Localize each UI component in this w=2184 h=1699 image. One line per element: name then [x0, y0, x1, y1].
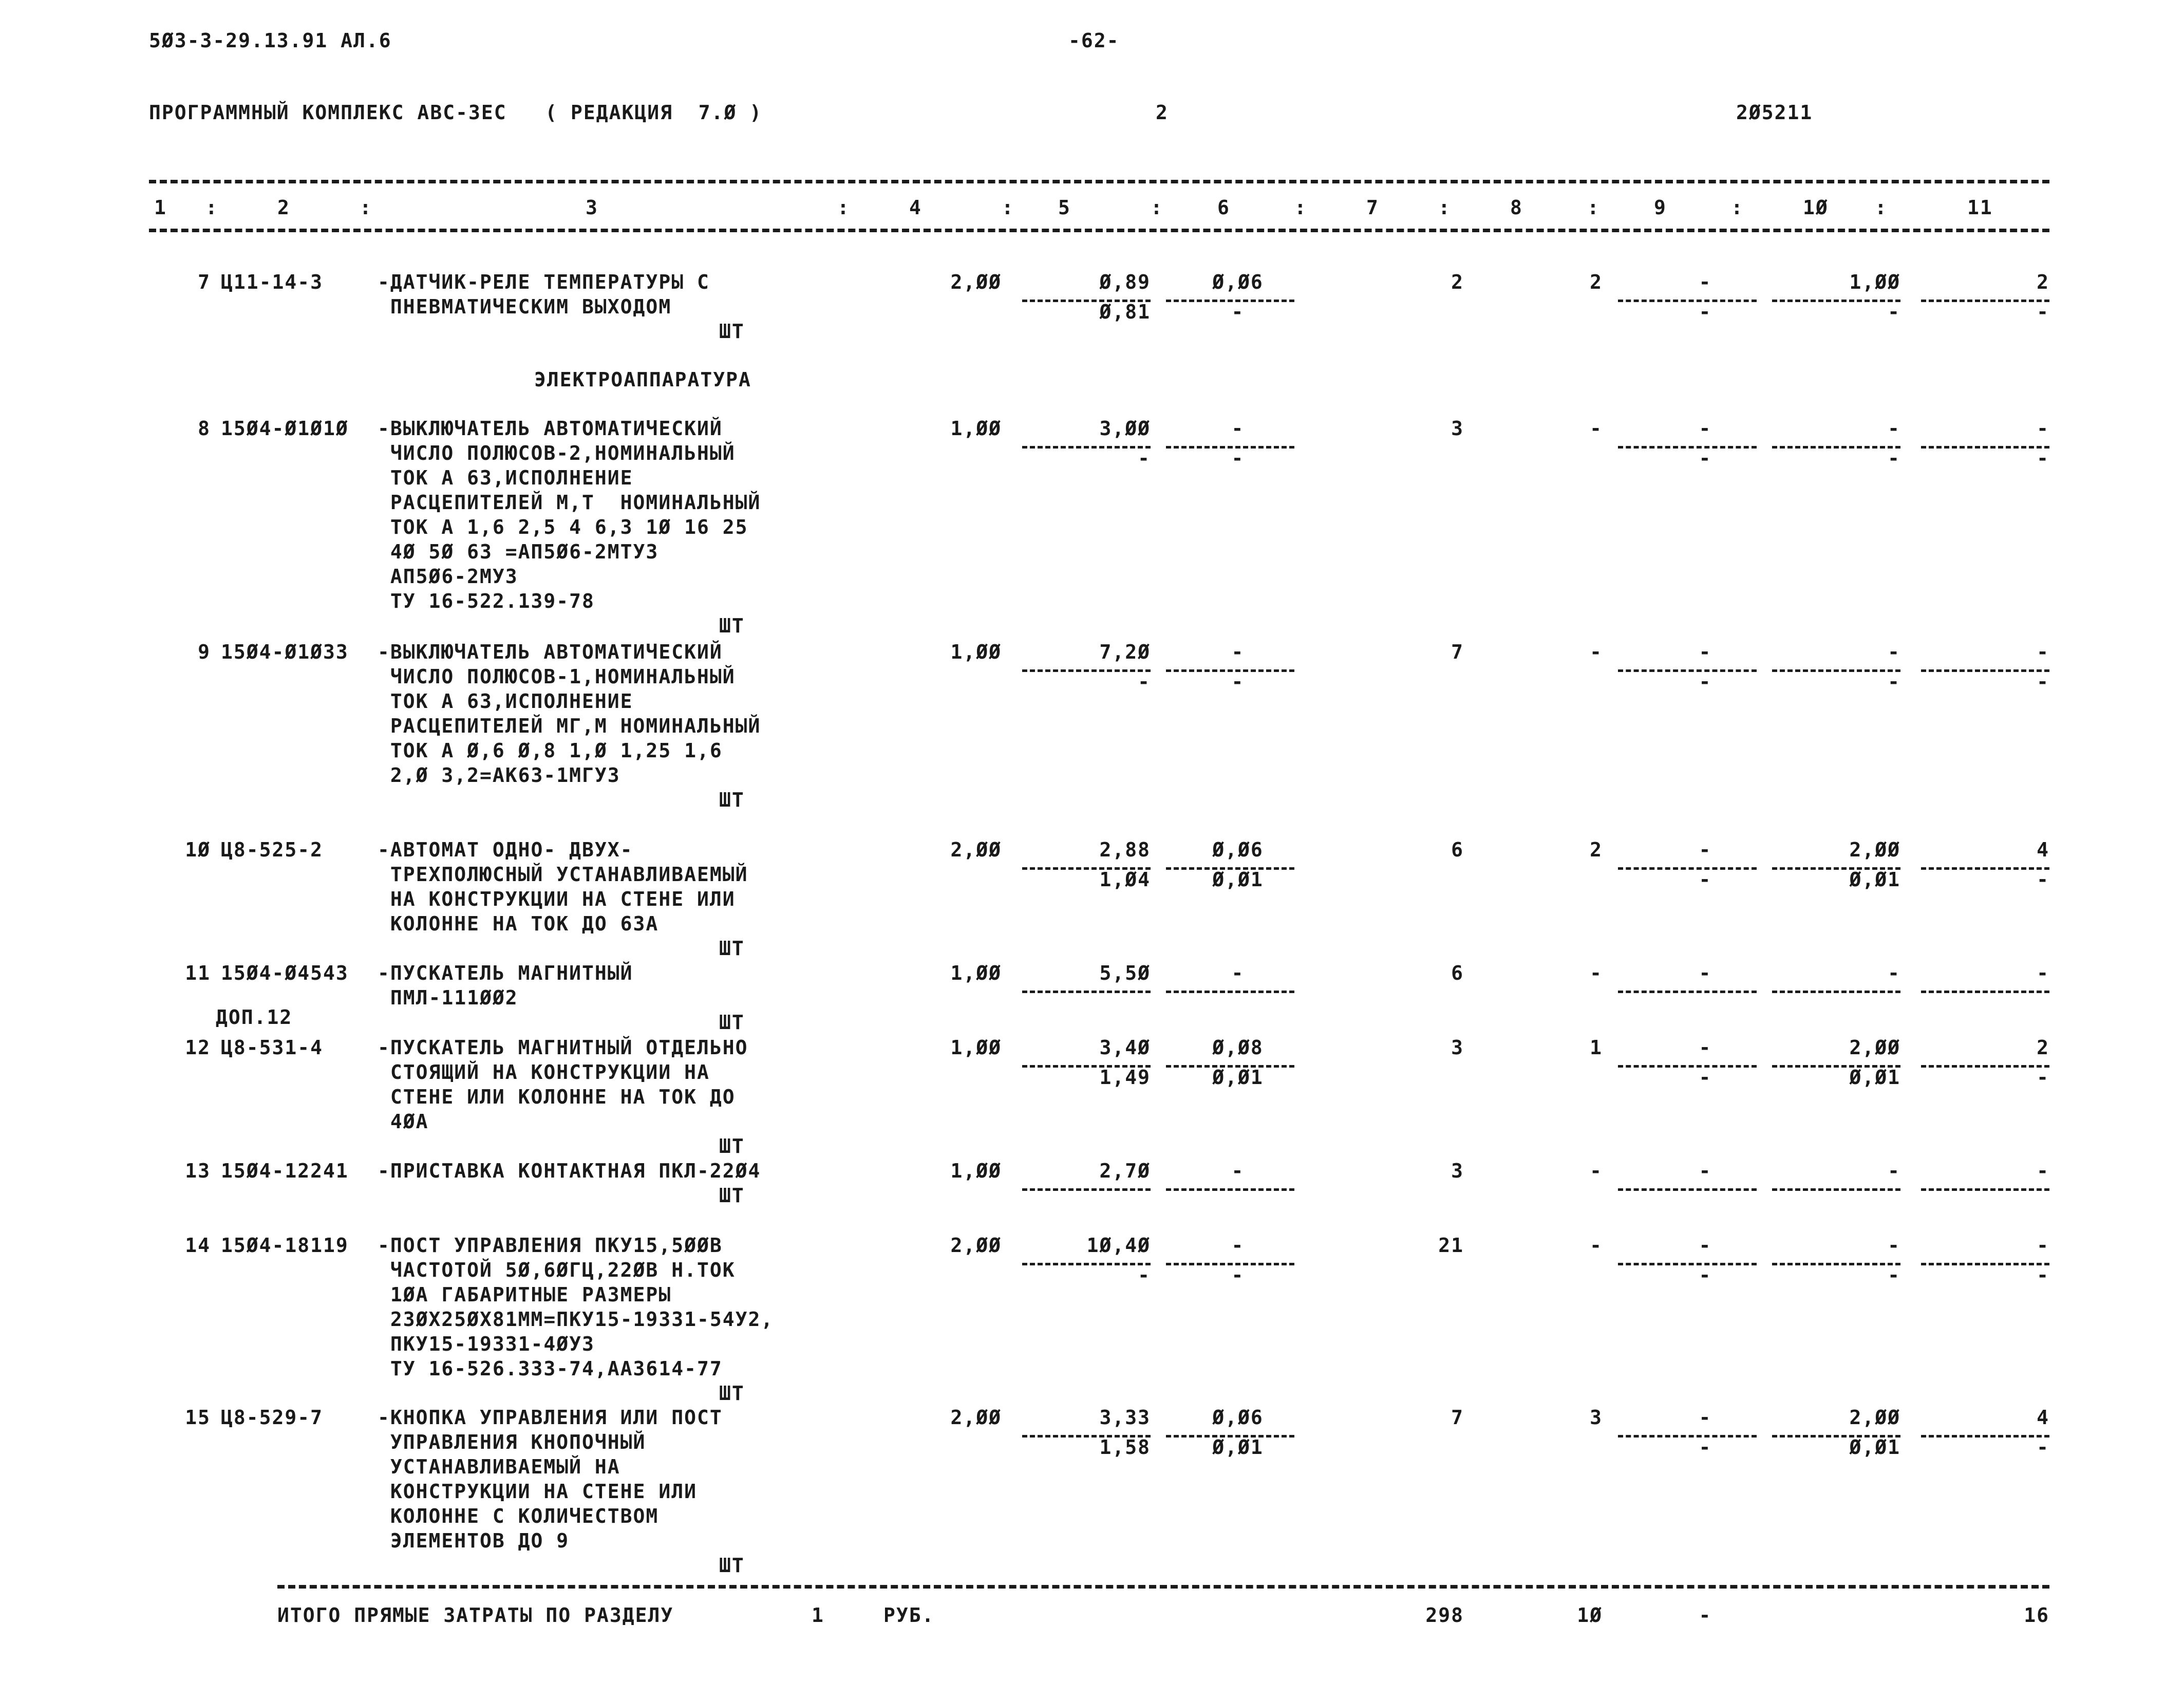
row-col10: - [1888, 1234, 1900, 1257]
row-description: -КНОПКА УПРАВЛЕНИЯ ИЛИ ПОСТ УПРАВЛЕНИЯ КНОПОЧНЫЙ УСТАНАВЛИВАЕМЫЙ НА КОНСТРУКЦИИ НА СТЕНЕ ИЛИ КОЛОННЕ С КОЛИЧЕСТВОМ ЭЛЕМЕНТОВ ДО 9 [378, 1406, 723, 1552]
column-header-cell: : [1151, 196, 1163, 219]
row-col8: - [1590, 1160, 1603, 1182]
row-unit: ШТ [719, 1382, 745, 1405]
row-col5-secondary: 1,58 [1099, 1436, 1151, 1459]
row-col9: - [1699, 271, 1712, 293]
row-col10: - [1888, 417, 1900, 440]
row-col9: - [1699, 417, 1712, 440]
row-col4: 2,ØØ [950, 1234, 1002, 1257]
column-header-cell: : [1875, 196, 1888, 219]
row-col11-secondary: - [2037, 1066, 2049, 1089]
column-header-cell: : [837, 196, 850, 219]
row-col5: 5,5Ø [1099, 962, 1151, 984]
row-col11-secondary: - [2037, 301, 2049, 323]
total-section: 1 [812, 1604, 824, 1627]
row-col5-secondary: 1,Ø4 [1099, 868, 1151, 891]
row-col10: 2,ØØ [1849, 838, 1900, 861]
row-col6: Ø,Ø8 [1212, 1036, 1264, 1059]
value-separator [1921, 1188, 2049, 1191]
row-col10: 1,ØØ [1849, 271, 1900, 293]
row-col6-secondary: Ø,Ø1 [1212, 868, 1264, 891]
row-col5-secondary: Ø,81 [1099, 301, 1151, 323]
total-rule [277, 1585, 2049, 1589]
value-separator [1618, 1188, 1757, 1191]
row-unit: ШТ [719, 1135, 745, 1157]
value-separator [1166, 991, 1294, 993]
row-number: 1Ø [185, 838, 211, 861]
row-number: 15 [185, 1406, 211, 1429]
row-code: Ц11-14-3 [221, 271, 324, 293]
row-col5: 3,33 [1099, 1406, 1151, 1429]
row-col6-secondary: - [1231, 447, 1245, 470]
row-number: 12 [185, 1036, 211, 1059]
row-col11: - [2037, 641, 2049, 663]
total-label: ИТОГО ПРЯМЫЕ ЗАТРАТЫ ПО РАЗДЕЛУ [277, 1604, 674, 1627]
page-number: -62- [1068, 29, 1120, 52]
row-col5: 2,7Ø [1099, 1160, 1151, 1182]
row-col5-secondary: - [1138, 1264, 1151, 1286]
row-col9: - [1699, 1234, 1712, 1257]
row-col7: 3 [1451, 417, 1464, 440]
row-col10: 2,ØØ [1849, 1036, 1900, 1059]
row-col9: - [1699, 962, 1712, 984]
row-code: Ц8-531-4 [221, 1036, 324, 1059]
row-col9-secondary: - [1699, 301, 1712, 323]
row-col9: - [1699, 1036, 1712, 1059]
row-description: -ДАТЧИК-РЕЛЕ ТЕМПЕРАТУРЫ С ПНЕВМАТИЧЕСКИМ ВЫХОДОМ [378, 271, 710, 318]
row-code: 15Ø4-18119 [221, 1234, 349, 1257]
row-col10-secondary: - [1888, 447, 1900, 470]
row-number: 8 [198, 417, 211, 440]
row-col6: - [1231, 962, 1245, 984]
row-col9-secondary: - [1699, 1264, 1712, 1286]
row-col7: 6 [1451, 838, 1464, 861]
column-header-cell: : [1587, 196, 1600, 219]
total-col11: 16 [2024, 1604, 2049, 1627]
row-col6-secondary: - [1231, 1264, 1245, 1286]
total-currency: РУБ. [883, 1604, 935, 1627]
value-separator [1921, 991, 2049, 993]
row-col4: 2,ØØ [950, 1406, 1002, 1429]
row-col5-secondary: - [1138, 447, 1151, 470]
row-col10-secondary: - [1888, 301, 1900, 323]
row-description: -ВЫКЛЮЧАТЕЛЬ АВТОМАТИЧЕСКИЙ ЧИСЛО ПОЛЮСОВ-2,НОМИНАЛЬНЫЙ ТОК А 63,ИСПОЛНЕНИЕ РАСЦЕПИТЕЛЕЙ М,Т НОМИНАЛЬНЫЙ ТОК А 1,6 2,5 4 6,3 1Ø 16 25 4Ø 5Ø 63 =АП5Ø6-2МТУ3 АП5Ø6-2МУ3 ТУ 16-522.139-78 [378, 417, 761, 612]
row-col9-secondary: - [1699, 670, 1712, 693]
value-separator [1618, 991, 1757, 993]
row-code: 15Ø4-Ø1Ø33 [221, 641, 349, 663]
row-unit: ШТ [719, 937, 745, 960]
row-col9: - [1699, 838, 1712, 861]
row-col8: - [1590, 417, 1603, 440]
row-description: -ПОСТ УПРАВЛЕНИЯ ПКУ15,5ØØВ ЧАСТОТОЙ 5Ø,6ØГЦ,22ØВ Н.ТОК 1ØА ГАБАРИТНЫЕ РАЗМЕРЫ 23ØХ25ØХ81ММ=ПКУ15-19331-54У2, ПКУ15-19331-4ØУ3 ТУ 16-526.333-74,АА3614-77 [378, 1234, 774, 1380]
row-col10-secondary: Ø,Ø1 [1849, 1066, 1900, 1089]
row-unit: ШТ [719, 1184, 745, 1207]
row-col8: 2 [1590, 271, 1603, 293]
row-col10: 2,ØØ [1849, 1406, 1900, 1429]
row-code: 15Ø4-Ø4543 [221, 962, 349, 984]
row-col11-secondary: - [2037, 1436, 2049, 1459]
column-header-cell: 5 [1058, 196, 1071, 219]
row-col6: Ø,Ø6 [1212, 271, 1264, 293]
row-description: -ПУСКАТЕЛЬ МАГНИТНЫЙ ОТДЕЛЬНО СТОЯЩИЙ НА КОНСТРУКЦИИ НА СТЕНЕ ИЛИ КОЛОННЕ НА ТОК ДО 4ØА [378, 1036, 748, 1133]
document-code: 5Ø3-3-29.13.91 АЛ.6 [149, 29, 392, 52]
row-col6: - [1231, 1234, 1245, 1257]
row-col4: 1,ØØ [950, 641, 1002, 663]
section-title: ЭЛЕКТРОАППАРАТУРА [534, 368, 751, 391]
row-unit: ШТ [719, 1011, 745, 1034]
row-col7: 21 [1438, 1234, 1464, 1257]
row-col10-secondary: - [1888, 670, 1900, 693]
row-col6-secondary: - [1231, 670, 1245, 693]
header-top-rule [149, 180, 2049, 183]
row-col11-secondary: - [2037, 670, 2049, 693]
row-col4: 1,ØØ [950, 1160, 1002, 1182]
row-code: 15Ø4-Ø1Ø1Ø [221, 417, 349, 440]
row-col7: 7 [1451, 641, 1464, 663]
row-col10: - [1888, 962, 1900, 984]
row-col7: 6 [1451, 962, 1464, 984]
row-col11: 4 [2037, 1406, 2049, 1429]
row-col11: 2 [2037, 271, 2049, 293]
row-col8: 1 [1590, 1036, 1603, 1059]
column-header-cell: : [1002, 196, 1014, 219]
value-separator [1772, 1188, 1900, 1191]
column-header-cell: 6 [1217, 196, 1230, 219]
column-header-cell: : [1438, 196, 1451, 219]
row-col6: Ø,Ø6 [1212, 838, 1264, 861]
row-col10: - [1888, 1160, 1900, 1182]
column-header-cell: 7 [1366, 196, 1379, 219]
row-col9: - [1699, 1406, 1712, 1429]
row-col7: 2 [1451, 271, 1464, 293]
row-col10-secondary: - [1888, 1264, 1900, 1286]
row-number: 7 [198, 271, 211, 293]
sheet-number: 2 [1156, 101, 1169, 124]
row-col4: 1,ØØ [950, 962, 1002, 984]
row-col10: - [1888, 641, 1900, 663]
column-header-cell: : [1294, 196, 1307, 219]
row-description: -ВЫКЛЮЧАТЕЛЬ АВТОМАТИЧЕСКИЙ ЧИСЛО ПОЛЮСОВ-1,НОМИНАЛЬНЫЙ ТОК А 63,ИСПОЛНЕНИЕ РАСЦЕПИТЕЛЕЙ МГ,М НОМИНАЛЬНЫЙ ТОК А Ø,6 Ø,8 1,Ø 1,25 1,6 2,Ø 3,2=АК63-1МГУ3 [378, 641, 761, 787]
row-col9: - [1699, 1160, 1712, 1182]
row-number: 9 [198, 641, 211, 663]
row-col7: 3 [1451, 1036, 1464, 1059]
total-col7: 298 [1425, 1604, 1464, 1627]
row-code: Ц8-529-7 [221, 1406, 324, 1429]
row-col11: - [2037, 1160, 2049, 1182]
row-col11: 2 [2037, 1036, 2049, 1059]
row-description: -ПУСКАТЕЛЬ МАГНИТНЫЙ ПМЛ-111ØØ2 [378, 962, 633, 1009]
row-unit: ШТ [719, 1554, 745, 1577]
row-col9-secondary: - [1699, 1436, 1712, 1459]
row-number: 11 [185, 962, 211, 984]
row-unit: ШТ [719, 320, 745, 343]
column-header-cell: 3 [586, 196, 598, 219]
row-col4: 2,ØØ [950, 271, 1002, 293]
column-header-cell: 9 [1654, 196, 1667, 219]
program-title: ПРОГРАММНЫЙ КОМПЛЕКС АВС-3ЕС ( РЕДАКЦИЯ 7.Ø ) [149, 101, 763, 124]
value-separator [1022, 1188, 1151, 1191]
column-header-cell: : [205, 196, 218, 219]
row-col6-secondary: Ø,Ø1 [1212, 1436, 1264, 1459]
row-code: 15Ø4-12241 [221, 1160, 349, 1182]
row-unit: ШТ [719, 789, 745, 811]
row-col11-secondary: - [2037, 1264, 2049, 1286]
row-number: 14 [185, 1234, 211, 1257]
row-col8: 3 [1590, 1406, 1603, 1429]
row-col6-secondary: Ø,Ø1 [1212, 1066, 1264, 1089]
row-col4: 2,ØØ [950, 838, 1002, 861]
row-col10-secondary: Ø,Ø1 [1849, 1436, 1900, 1459]
total-col8: 1Ø [1577, 1604, 1603, 1627]
header-bottom-rule [149, 229, 2049, 232]
total-col9: - [1699, 1604, 1712, 1627]
column-header-cell: 11 [1967, 196, 1993, 219]
row-description: -АВТОМАТ ОДНО- ДВУХ- ТРЕХПОЛЮСНЫЙ УСТАНАВЛИВАЕМЫЙ НА КОНСТРУКЦИИ НА СТЕНЕ ИЛИ КОЛОННЕ НА ТОК ДО 63А [378, 838, 748, 935]
row-col11-secondary: - [2037, 868, 2049, 891]
row-col5: 3,4Ø [1099, 1036, 1151, 1059]
value-separator [1022, 991, 1151, 993]
value-separator [1166, 1188, 1294, 1191]
row-description: -ПРИСТАВКА КОНТАКТНАЯ ПКЛ-22Ø4 [378, 1160, 761, 1182]
row-col8: - [1590, 641, 1603, 663]
row-col5: 3,ØØ [1099, 417, 1151, 440]
row-col9: - [1699, 641, 1712, 663]
row-col8: - [1590, 1234, 1603, 1257]
column-header-cell: : [1731, 196, 1744, 219]
column-header-cell: : [360, 196, 372, 219]
row-col5-secondary: - [1138, 670, 1151, 693]
column-header-cell: 4 [909, 196, 922, 219]
row-col5: 2,88 [1099, 838, 1151, 861]
row-col10-secondary: Ø,Ø1 [1849, 868, 1900, 891]
row-col11: - [2037, 962, 2049, 984]
row-col7: 7 [1451, 1406, 1464, 1429]
row-col5: Ø,89 [1099, 271, 1151, 293]
row-col9-secondary: - [1699, 447, 1712, 470]
row-col6: Ø,Ø6 [1212, 1406, 1264, 1429]
row-col4: 1,ØØ [950, 1036, 1002, 1059]
row-col9-secondary: - [1699, 1066, 1712, 1089]
row-col5-secondary: 1,49 [1099, 1066, 1151, 1089]
row-col8: - [1590, 962, 1603, 984]
row-number: 13 [185, 1160, 211, 1182]
row-col8: 2 [1590, 838, 1603, 861]
row-col11: 4 [2037, 838, 2049, 861]
row-col7: 3 [1451, 1160, 1464, 1182]
row-note: ДОП.12 [216, 1006, 293, 1029]
column-header-cell: 8 [1510, 196, 1523, 219]
row-col9-secondary: - [1699, 868, 1712, 891]
row-col6-secondary: - [1231, 301, 1245, 323]
row-col6: - [1231, 1160, 1245, 1182]
column-header-cell: 1Ø [1803, 196, 1829, 219]
column-header-cell: 2 [277, 196, 290, 219]
row-col5: 1Ø,4Ø [1086, 1234, 1151, 1257]
row-col5: 7,2Ø [1099, 641, 1151, 663]
value-separator [1772, 991, 1900, 993]
row-col11: - [2037, 417, 2049, 440]
row-col4: 1,ØØ [950, 417, 1002, 440]
row-unit: ШТ [719, 614, 745, 637]
row-col6: - [1231, 641, 1245, 663]
document-number: 2Ø5211 [1736, 101, 1813, 124]
row-col11: - [2037, 1234, 2049, 1257]
row-col6: - [1231, 417, 1245, 440]
column-header-cell: 1 [154, 196, 167, 219]
row-code: Ц8-525-2 [221, 838, 324, 861]
row-col11-secondary: - [2037, 447, 2049, 470]
